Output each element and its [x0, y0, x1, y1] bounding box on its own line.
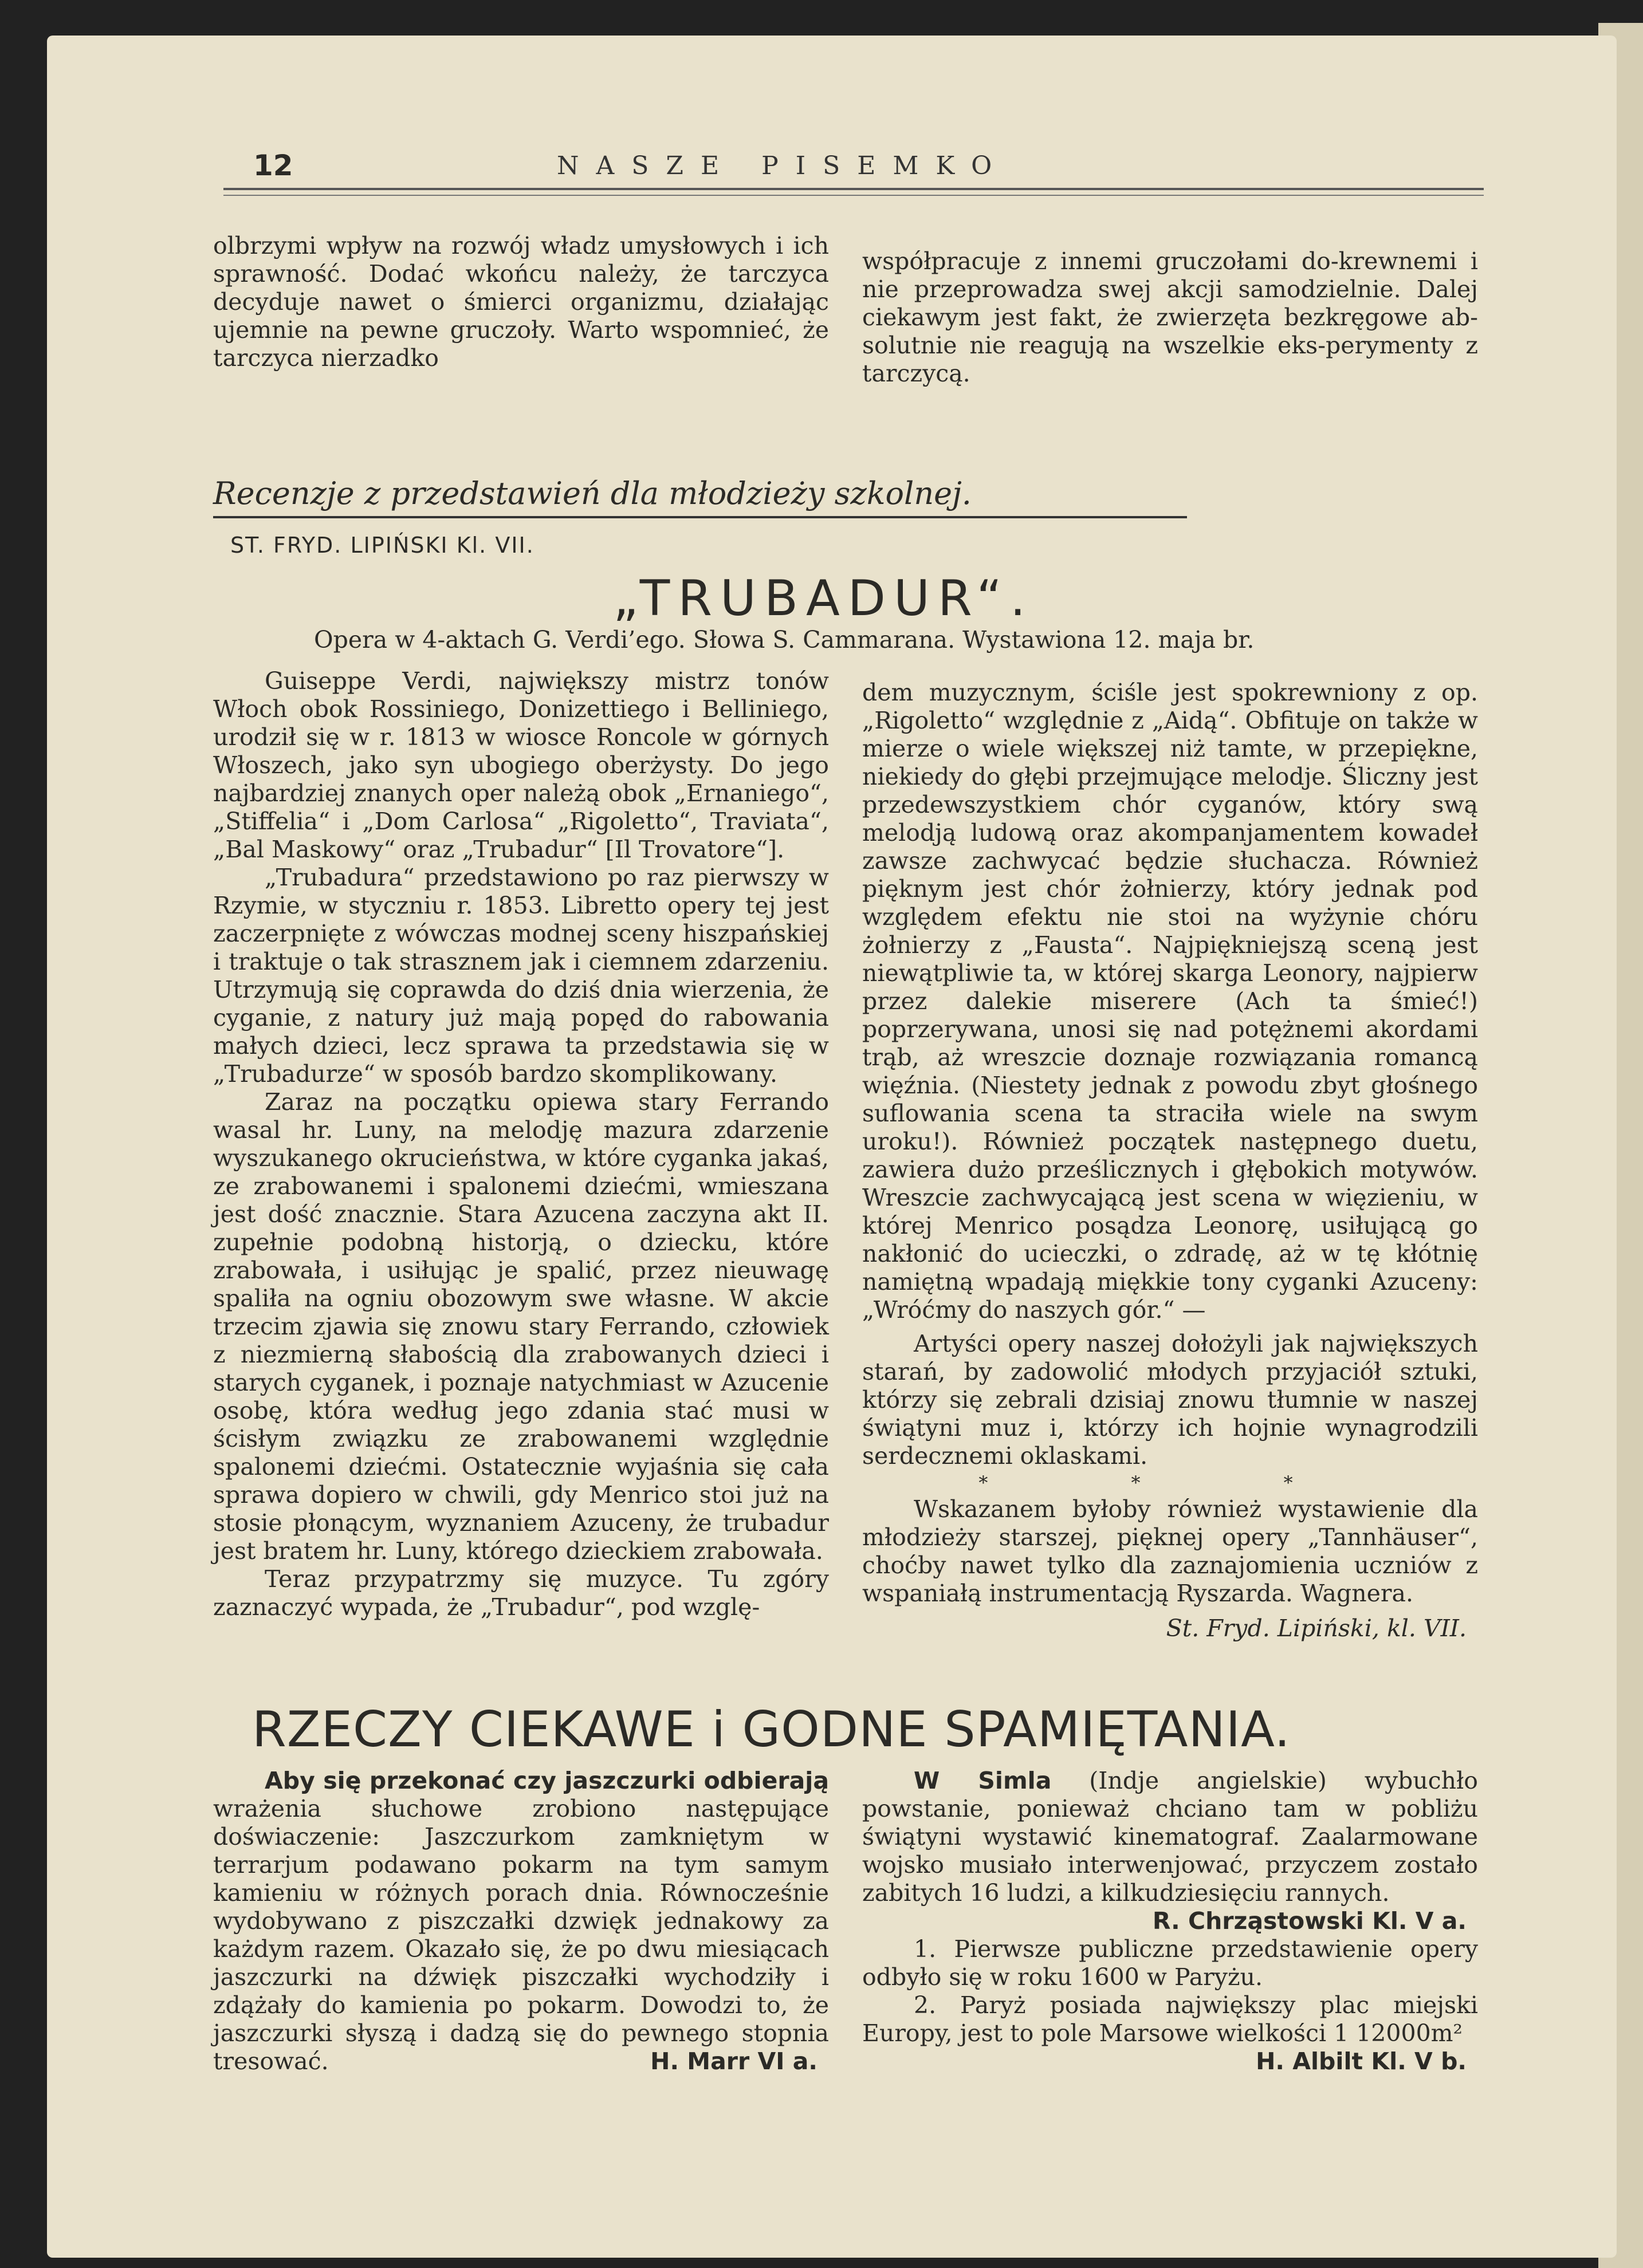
signature: H. Albilt Kl. V b.: [1256, 2048, 1467, 2075]
review-subtitle: Opera w 4-aktach G. Verdi’ego. Słowa S. Cammarana. Wystawiona 12. maja br.: [314, 626, 1255, 653]
review-left-column: [213, 667, 829, 1621]
paragraph: [213, 1767, 829, 2076]
top-left-text: olbrzymi wpływ na rozwój władz umysłowych i ich sprawność. Dodać wkońcu należy, że tarczyca decyduje nawet o śmierci organizmu, działając ujemnie na pewne gruczoły. Warto wspomnieć, że tarczyca nierzadko: [213, 232, 829, 372]
section-title: Recenzje z przedstawień dla młodzieży szkolnej.: [213, 475, 1187, 518]
top-left-column: [213, 232, 829, 372]
curiosities-right-column: [862, 1767, 1478, 2076]
paragraph: 2. Paryż posiada największy plac miejski Europy, jest to pole Marsowe wielkości 1 12000m²: [862, 1991, 1478, 2047]
paragraph-text: (Indje angielskie) wybuchło powstanie, ponieważ chciano tam w pobliżu świątyni wystawić kinematograf. Zaalarmowane wojsko musiało interwenjować, przyczem zostało zabitych 16 ludzi, a kilkudziesięciu rannych.: [862, 1767, 1478, 1907]
paragraph: Artyści opery naszej dołożyli jak największych starań, by zadowolić młodych przyjaciół sztuki, którzy się zebrali dzisiaj znowu tłumnie w naszej świątyni muz i, którzy ich hojnie wynagrodzili serdecznemi oklaskami.: [862, 1330, 1478, 1470]
separator-stars: * * *: [978, 1472, 1362, 1494]
review-title: „TRUBADUR“.: [613, 570, 1034, 627]
header-rule-thin: [223, 195, 1484, 196]
paragraph: [862, 1767, 1478, 1907]
signature: R. Chrząstowski Kl. V a.: [1152, 1907, 1467, 1935]
review-signature: St. Fryd. Lipiński, kl. VII.: [1166, 1615, 1467, 1642]
paragraph: dem muzycznym, ściśle jest spokrewniony z op. „Rigoletto“ względnie z „Aidą“. Obfituje on także w mierze o wiele większej niż tamte, w przepiękne, niekiedy do głębi przejmujące melodje. Śliczny jest przedewszystkiem chór cyganów, który swą melodją ludową oraz akompanjamentem kowadeł zawsze zachwycać będzie słuchacza. Również pięknym jest chór żołnierzy, który jednak pod względem efektu nie stoi na wyżynie chóru żołnierzy z „Fausta“. Najpiękniejszą sceną jest niewątpliwie ta, w której skarga Leonory, najpierw przez dalekie miserere (Ach ta śmieć!) poprzerywana, unosi się nad potężnemi akordami trąb, aż wreszcie doznaje rozwiązania romancą więźnia. (Niestety jednak z powodu zbyt głośnego suflowania scena ta straciła wiele na swym uroku!). Również początek następnego duetu, zawiera dużo prześlicznych i głębokich motywów. Wreszcie zachwycającą jest scena w więzieniu, w której Menrico posądza Leonorę, usiłującą go nakłonić do ucieczki, o zdradę, aż w tę kłótnię namiętną wpadają miękkie tony cyganki Azuceny: „Wróćmy do naszych gór.“ —: [862, 679, 1478, 1324]
header-rule: [223, 188, 1484, 190]
signature: H. Marr VI a.: [650, 2048, 817, 2075]
curiosities-heading: RZECZY CIEKAWE i GODNE SPAMIĘTANIA.: [252, 1701, 1291, 1758]
running-head: NASZE PISEMKO: [557, 151, 1009, 180]
review-byline: ST. FRYD. LIPIŃSKI Kl. VII.: [230, 533, 534, 558]
lead-phrase: Aby się przekonać czy jaszczurki odbierają: [265, 1767, 829, 1794]
paragraph: „Trubadura“ przedstawiono po raz pierwszy w Rzymie, w styczniu r. 1853. Libretto opery tej jest zaczerpnięte z wówczas modnej sceny hiszpańskiej i traktuje o tak strasznem jak i ciemnem zdarzeniu. Utrzymują się coprawda do dziś dnia wierzenia, że cyganie, z natury już mają popęd do rabowania małych dzieci, lecz sprawa ta przedstawia się w „Trubadurze“ w sposób bardzo skomplikowany.: [213, 864, 829, 1088]
paragraph: Teraz przypatrzmy się muzyce. Tu zgóry zaznaczyć wypada, że „Trubadur“, pod wzglę-: [213, 1565, 829, 1621]
top-right-text: współpracuje z innemi gruczołami do-krewnemi i nie przeprowadza swej akcji samodzielnie. Dalej ciekawym jest fakt, że zwierzęta bezkręgowe ab-solutnie nie reagują na wszelkie eks-perymenty z tarczycą.: [862, 247, 1478, 387]
top-right-column: [862, 247, 1478, 388]
page-header: [213, 137, 1484, 183]
paragraph: 1. Pierwsze publiczne przedstawienie opery odbyło się w roku 1600 w Paryżu.: [862, 1935, 1478, 1991]
page-number: 12: [253, 149, 293, 182]
paragraph: Guiseppe Verdi, największy mistrz tonów Włoch obok Rossiniego, Donizettiego i Belliniego, urodził się w r. 1813 w wiosce Roncole w górnych Włoszech, jako syn ubogiego oberżysty. Do jego najbardziej znanych oper należą obok „Ernaniego“, „Stiffelia“ i „Dom Carlosa“ „Rigoletto“, Traviata“, „Bal Maskowy“ oraz „Trubadur“ [Il Trovatore“].: [213, 667, 829, 863]
review-right-column: [862, 679, 1478, 1643]
curiosities-left-column: [213, 1767, 829, 2076]
paragraph: Zaraz na początku opiewa stary Ferrando wasal hr. Luny, na melodję mazura zdarzenie wyszukanego okrucieństwa, w które cyganka jakaś, ze zrabowanemi i spalonemi dziećmi, wmieszana jest dość znacznie. Stara Azucena zaczyna akt II. zupełnie podobną historją, o dziecku, które zrabowała, i usiłując je spalić, przez nieuwagę spaliła na ogniu obozowym swe własne. W akcie trzecim zjawia się znowu stary Ferrando, człowiek z niezmierną słabością dla zrabowanych dzieci i starych cyganek, i poznaje natychmiast w Azucenie osobę, która według jego zdania stać musi w ścisłym związku ze zrabowanemi względnie spalonemi dziećmi. Ostatecznie wyjaśnia się cała sprawa dopiero w chwili, gdy Menrico stoi już na stosie płonącym, wyznaniem Azuceny, że trubadur jest bratem hr. Luny, którego dzieckiem zrabowała.: [213, 1088, 829, 1565]
lead-phrase: W Simla: [914, 1767, 1052, 1794]
paragraph-text: wrażenia słuchowe zrobiono następujące doświaczenie: Jaszczurkom zamkniętym w terrarjum podawano pokarm na tym samym kamieniu w różnych porach dnia. Równocześnie wydobywano z piszczałki dzwięk jednakowy za każdym razem. Okazało się, że po dwu miesiącach jaszczurki na dźwięk piszczałki wychodziły i zdążały do kamienia po pokarm. Dowodzi to, że jaszczurki słyszą i dadzą się do pewnego stopnia tresować.: [213, 1795, 829, 2075]
paragraph: Wskazanem byłoby również wystawienie dla młodzieży starszej, pięknej opery „Tannhäuser“, choćby nawet tylko dla zaznajomienia uczniów z wspaniałą instrumentacją Ryszarda. Wagnera.: [862, 1495, 1478, 1607]
